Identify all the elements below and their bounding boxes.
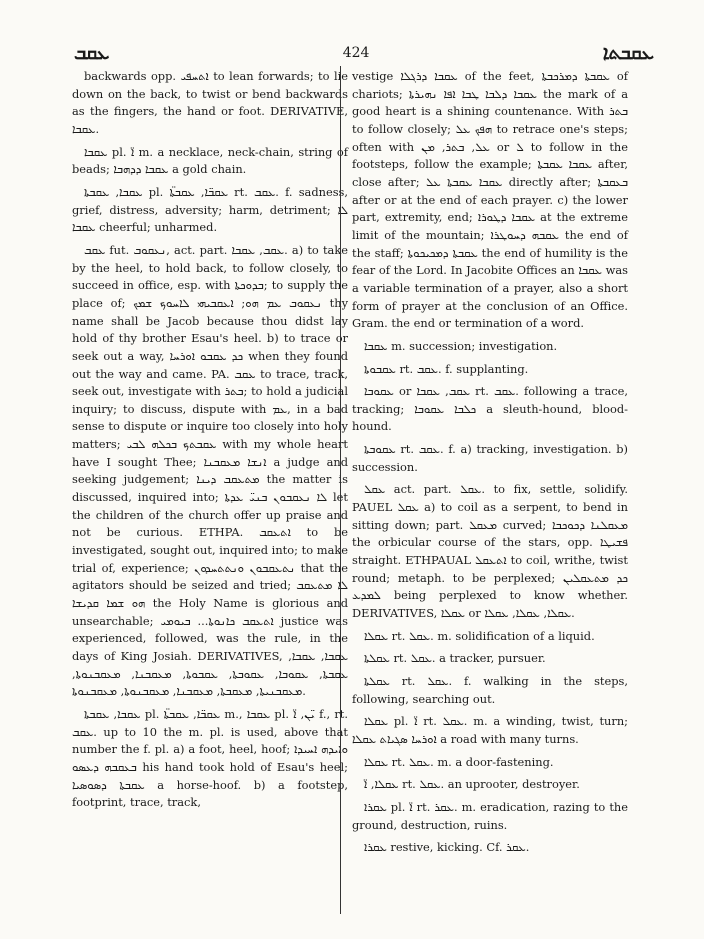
dictionary-entry: ܥܩܒܐ m. succession; investigation. <box>364 338 558 353</box>
right-column <box>352 68 628 862</box>
dictionary-entry: ܥܩܘܒܬܐ rt. ܥܩܒ. f. a) tracking, investigation. b) succession. <box>352 442 628 474</box>
header-right-word: ܥܩܒܬܐ <box>602 42 654 64</box>
dictionary-entry: ܥܩܪܐ restive, kicking. Cf. ܥܩܪ. <box>364 840 530 855</box>
dictionary-entry: ܥܩܠܬܐ rt. ܥܩܠ. a tracker, pursuer. <box>364 651 546 666</box>
dictionary-entry: ܥܩܒܐ pl. ܐ̈ m. a necklace, neck-chain, string of beads; ܥܩܒܐ ܕܕܗܒܐ a gold chain. <box>72 144 349 177</box>
dictionary-entry: ܥܩܪܐ pl. ܐ̈ rt. ܥܩܪ. m. eradication, razing to the ground, destruction, ruins. <box>352 799 628 832</box>
dictionary-entry: ܥܩܠܐ, ܐ̈ rt. ܥܩܠ. an uprooter, destroyer. <box>364 777 580 792</box>
dictionary-entry: ܥܩܠ act. part. ܥܩܠ. to fix, settle, solidify. PAUEL ܥܩܠ a) to coil as a serpent, to bend in sitting down; part. ܡܥܩܠ curved; ܡܥܩܠܢܐ ܕܟܘܟܒܐ the orbicular course of the stars, opp. ܦܫܝܛܐ straight. ETHPAUAL ܐܬܥܩܠ to coil, writhe, twist round; metaph. to be perplexed; ܟܕ ܡܬܥܩܠܝܢ ܠܡܕܥ being perplexed to know whether. DERIVATIVES, ܥܩܠܐ or ܥܩܠܐ, ܥܩܠܐ, ܥܩܠܐ. <box>352 482 629 621</box>
dictionary-entry: ܥܩܘܒܐ or ܥܩܒ, ܥܩܒܐ rt. ܥܩܒ. following a trace, tracking; ܟܠܒܐ ܥܩܘܒܐ a sleuth-hound, blood-hound. <box>352 384 628 434</box>
dictionary-entry: ܥܩܠܐ rt. ܥܩܠ. m. a door-fastening. <box>364 754 554 769</box>
dictionary-entry: ܥܩܠܐ rt. ܥܩܠ. m. solidification of a liquid. <box>364 628 595 643</box>
dictionary-entry: ܥܩܒܐ, ܥܩܒܬܐ pl. ܥܩܒ̈ܐ, ܥܩܒܬ̈ܐ rt. ܥܩܒ. f. sadness, grief, distress, adversity; harm, detriment; ܠܐ ܥܩܒܐ cheerful; unharmed. <box>72 184 349 235</box>
dictionary-entry: ܥܩܠܬܐ rt. ܥܩܠ. f. walking in the steps, following, searching out. <box>352 674 628 706</box>
dictionary-entry: backwards opp. ܐܬܚܦܝ to lean forwards; to lie down on the back, to twist or bend backwards as the fingers, the hand or foot. DERIVATIVE, ܥܩܒܐ. <box>72 69 348 136</box>
header-left-word: ܥܩܒ <box>74 42 110 64</box>
page-number: 424 <box>342 45 370 61</box>
left-column <box>72 68 348 817</box>
dictionary-entry: ܥܩܒܘܬܐ rt. ܥܩܒ. f. supplanting. <box>364 361 529 376</box>
column-divider <box>340 66 341 914</box>
dictionary-entry: vestige ܥܩܒܐ ܕܪܓܠܐ of the feet, ܥܩܒܬܐ ܕܡܪܟܒܬܐ of chariots; ܥܩܒܐ ܕܠܒܐ ܛܒܐ ܐܦܐ ܢܗܝܪܬܐ the mark of a good heart is a shining countenance. With ܒܬܪ to follow closely; ܗܦܟ ܥܠ to retrace one's steps; often with ܥܠ, ܒܬܪ, ܡܢ or ܠ to follow in the footsteps, follow the example; ܥܩܒܐ ܥܩܒܬܐ after, close after; ܥܩܒܐ ܥܩܒܬܐ ܥܠ directly after; ܒܥܩܒܬܐ after or at the end of each prayer. c) the lower part, extremity, end; ܥܩܒܐ ܕܛܘܪܐ at the extreme limit of the mountain; ܥܩܒܗ ܕܚܘܛܪܐ the end of the staff; ܥܩܒܬܐ ܕܡܟܝܟܘܬܐ the end of humility is the fear of the Lord. In Jacobite Offices an ܥܩܒܐ was a variable termination of a prayer, also a short form of prayer at the conclusion of an Office. Gram. the end or termination of a word. <box>352 69 629 331</box>
dictionary-entry: ܥܩܒܐ, ܥܩܒܬܐ pl. ܥܩܒ̈ܐ, ܥܩܒܬ̈ܐ m., ܥܩܒܐ pl. ܝ̈ܢ, ܐ̈ f., rt. ܥܩܒ. up to 10 the m. pl. is used, above that number the f. pl. a) a foot, heel, hoof; ܘܐܝܕܗ ܐܚܝܕܐ ܒܥܩܒܗ ܕܥܣܘ his hand took hold of Esau's heel; ܥܩܒܬܐ ܕܣܘܣܝܐ a horse-hoof. b) a footstep, footprint, trace, track, <box>72 706 348 810</box>
page-header <box>74 40 654 66</box>
dictionary-entry: ܥܩܠܐ pl. ܐ̈ rt. ܥܩܠ. m. a winding, twist, turn; ܐܘܪܚܐ ܣܓܝܐܬ ܥܩܠܐ a road with many turns. <box>352 714 629 746</box>
dictionary-entry: ܥܩܒ fut. ܢܥܩܘܒ, act. part. ܥܩܒ, ܥܩܒܐ. a) to take by the heel, to hold back, to follow closely, to succeed in office, esp. with ܒܕܘܟܬܐ; to supply the place of; ܢܥܩܘܒ ܥܡ ܗܘ; ܐܥܩܒܝܗܝ ܠܐܚܘܟ ܫܡܟ thy name shall be Jacob because thou didst lay hold of thy brother Esau's heel. b) to trace or seek out a way, ܟܕ ܥܩܒܘ ܐܘܪܚܐ when they found out the way and came. PA. ܥܩܒ to trace, track, seek out, investigate with ܒܬܪ; to hold a judicial inquiry; to discuss, dispute with ܥܡ, in a bad sense to dispute or inquire too closely into holy matters; ܥܩܒܬܟ ܒܟܠܗ ܠܒܝ with my whole heart have I sought Thee; ܐܢܫܐ ܡܥܩܒܢܐ a judge and seeking judgement; ܡܬܥܩܒ ܕܝܢܐ the matter is discussed, inquired into; ܠܐ ܢܥܩܒܘܢ ܒܢܝ̈ ܥܕܬܐ let the children of the church offer up praise and not be curious. ETHPA. ܐܬܥܩܒ to be investigated, sought out, inquired into; to make trial of, experience; ܢܬܥܩܒܘܢ ܘܢܬܬܚܕܘܢ that the agitators should be seized and tried; ܠܐ ܡܬܥܩܒ ܗܘ ܫܡܐ ܩܕܝܫܐ the Holy Name is glorious and unsearchable; ܐܬܥܩܒ ܟܐܢܘܬܐ... ܒܝܘܡܝ justice was experienced, followed, was the rule, in the days of King Josiah. DERIVATIVES, ܥܩܒܐ, ܥܩܒܐ, ܥܩܒܬܐ, ܥܩܘܒܐ, ܥܩܘܒܬܐ, ܥܩܒܘܬܐ, ܡܥܩܒܢܐ, ܡܥܩܒܢܘܬܐ, ܡܥܩܒܢܝܬܐ, ܡܥܩܒܬܐ, ܡܥܩܒܢܐ, ܡܥܩܒܢܘܬܐ, ܡܥܩܒܢܘܬܐ. <box>72 242 349 699</box>
